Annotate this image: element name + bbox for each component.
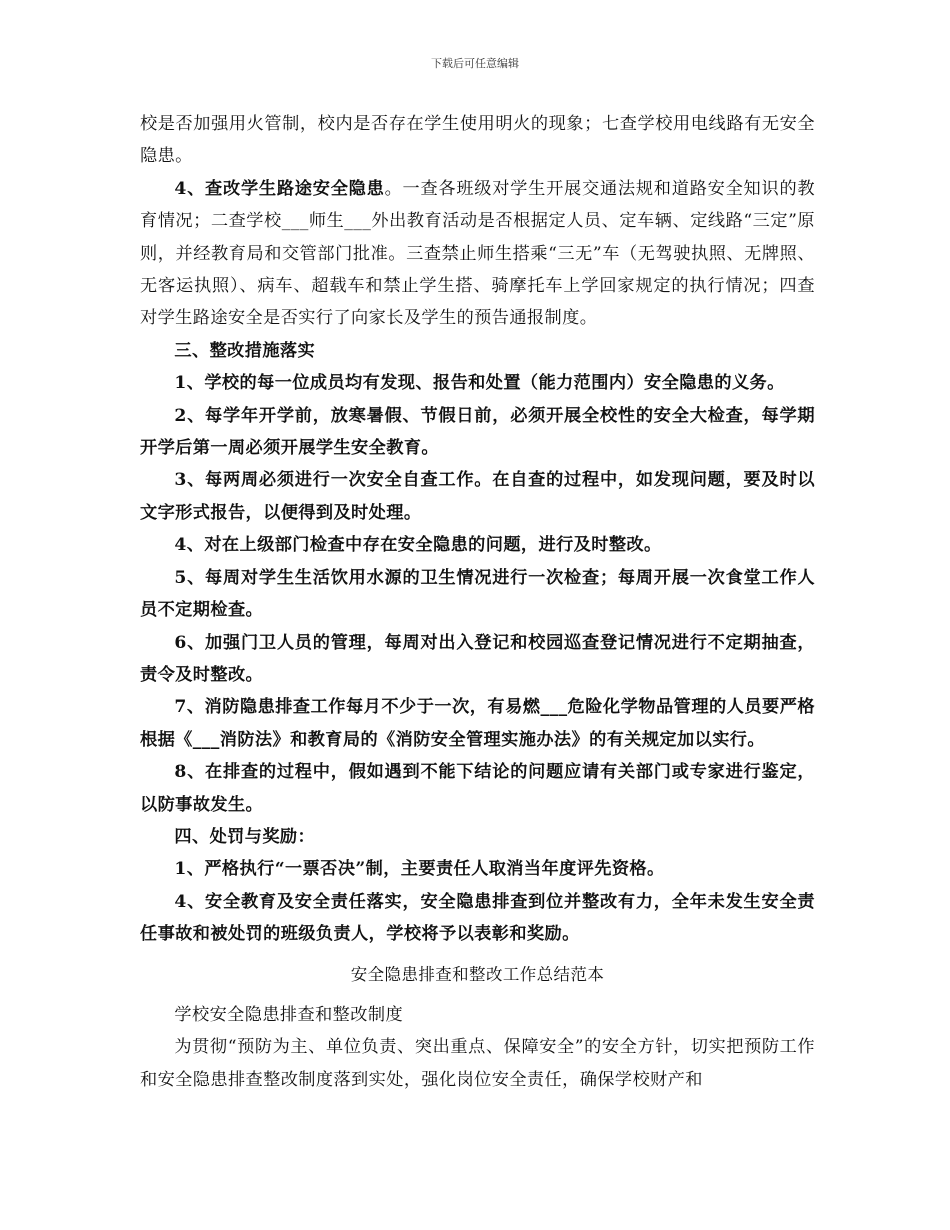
document-body (140, 108, 815, 1096)
document-title: 安全隐患排查和整改工作总结范本 (350, 964, 605, 984)
measure-item-1: 1、学校的每一位成员均有发现、报告和处置（能力范围内）安全隐患的义务。 (174, 373, 785, 394)
penalty-item-1: 1、严格执行“一票否决”制，主要责任人取消当年度评先资格。 (174, 859, 665, 880)
measure-item-6: 6、加强门卫人员的管理，每周对出入登记和校园巡查登记情况进行不定期抽查，责令及时整改。 (140, 632, 815, 685)
paragraph-route-safety (140, 173, 815, 335)
paragraph-intro: 为贯彻“预防为主、单位负责、突出重点、保障安全”的安全方针，切实把预防工作和安全隐患排查整改制度落到实处，强化岗位安全责任，确保学校财产和 (140, 1037, 815, 1090)
section-heading-penalties: 四、处罚与奖励： (174, 826, 316, 847)
measure-item-3: 3、每两周必须进行一次安全自查工作。在自查的过程中，如发现问题，要及时以文字形式报告，以便得到及时处理。 (140, 470, 815, 523)
measure-item-7: 7、消防隐患排查工作每月不少于一次，有易燃___危险化学物品管理的人员要严格根据《___消防法》和教育局的《消防安全管理实施办法》的有关规定加以实行。 (140, 697, 815, 750)
measure-item-5: 5、每周对学生生活饮用水源的卫生情况进行一次检查；每周开展一次食堂工作人员不定期检查。 (140, 567, 815, 621)
measure-item-8: 8、在排查的过程中，假如遇到不能下结论的问题应请有关部门或专家进行鉴定，以防事故发生。 (140, 762, 815, 815)
route-safety-heading: 4、查改学生路途安全隐患 (174, 178, 385, 199)
page-header: 下载后可任意编辑 (431, 57, 519, 70)
document-subtitle: 学校安全隐患排查和整改制度 (174, 1004, 404, 1025)
route-safety-text: 。一查各班级对学生开展交通法规和道路安全知识的教育情况；二查学校___师生___外出教育活动是否根据定人员、定车辆、定线路“三定”原则，并经教育局和交管部门批准。三查禁止师生搭乘“三无”车（无驾驶执照、无牌照、无客运执照）、病车、超载车和禁止学生搭、骑摩托车上学回家规定的执行情况；四查对学生路途安全是否实行了向家长及学生的预告通报制度。 (140, 178, 815, 329)
penalty-item-4: 4、安全教育及安全责任落实，安全隐患排查到位并整改有力，全年未发生安全责任事故和被处罚的班级负责人，学校将予以表彰和奖励。 (140, 891, 815, 945)
measure-item-2: 2、每学年开学前，放寒暑假、节假日前，必须开展全校性的安全大检查，每学期开学后第一周必须开展学生安全教育。 (140, 405, 815, 459)
section-heading-measures: 三、整改措施落实 (174, 340, 316, 361)
paragraph-fire-safety-end: 校是否加强用火管制，校内是否存在学生使用明火的现象；七查学校用电线路有无安全隐患。 (140, 114, 815, 167)
measure-item-4: 4、对在上级部门检查中存在安全隐患的问题，进行及时整改。 (174, 535, 662, 556)
